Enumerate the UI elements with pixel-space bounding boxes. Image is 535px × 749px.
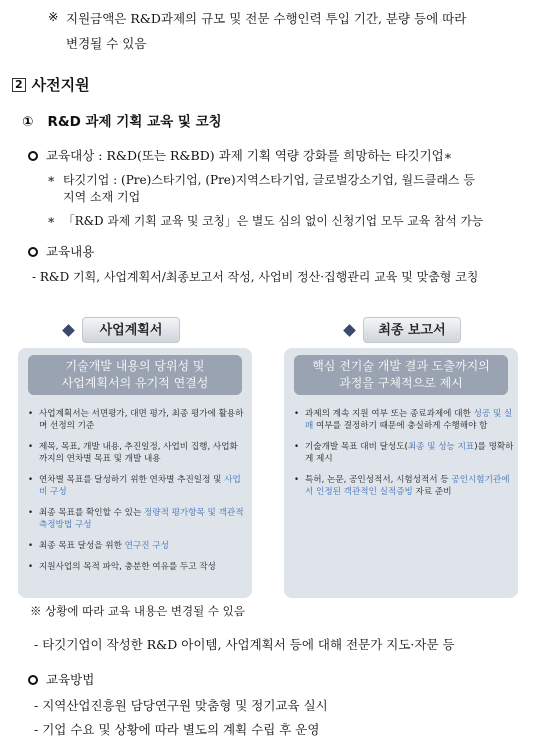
- highlight-text: 최종 및 성능 지표: [407, 442, 475, 452]
- final-report-panel: [284, 348, 518, 598]
- final-report-list: [292, 408, 514, 507]
- target-note1-line1: 타깃기업 : (Pre)스타기업, (Pre)지역스타기업, 글로벌강소기업, 월드클래스 등: [63, 173, 475, 187]
- highlight-text: 연구진 구성: [124, 541, 169, 551]
- list-item-text: 여부를 결정하기 때문에 충실하게 수행해야 함: [313, 421, 488, 431]
- target-note2: 「R&D 과제 기획 교육 및 코칭」은 별도 심의 없이 신청기업 모두 교육 참석 가능: [63, 214, 484, 228]
- list-item-text: 과제의 계속 지원 여부 또는 종료과제에 대한: [305, 409, 474, 419]
- final-report-tab: 최종 보고서: [363, 317, 461, 343]
- list-item-text: 자료 준비: [412, 487, 452, 497]
- diamond-icon: [343, 324, 356, 337]
- list-item-text: 특허, 논문, 공인성적서, 시험성적서 등: [305, 475, 452, 485]
- content-row: [28, 242, 94, 260]
- method-label: 교육방법: [46, 672, 95, 687]
- content-dash-item: - R&D 기획, 사업계획서/최종보고서 작성, 사업비 정산·집행관리 교육 및 맞춤형 코칭: [32, 270, 479, 284]
- panel-header-line: 과정을 구체적으로 제시: [339, 376, 463, 390]
- business-plan-panel: [18, 348, 252, 598]
- list-item-text: 기술개발 목표 대비 달성도(: [305, 442, 408, 452]
- section-title: 사전지원: [31, 76, 90, 94]
- circle-bullet-icon: [28, 675, 38, 685]
- list-item-text: 사업계획서는 서면평가, 대면 평가, 최종 평가에 활용하며 선정의 기준: [39, 409, 244, 431]
- highlight-text: 정량적 평가항목 및 객관적 측정방법 구성: [39, 508, 244, 530]
- subsection-heading: [22, 110, 222, 130]
- diamond-icon: [62, 324, 75, 337]
- note-mid: ※ 상황에 따라 교육 내용은 변경될 수 있음: [30, 604, 245, 618]
- circle-bullet-icon: [28, 247, 38, 257]
- target-note1-line2: 지역 소재 기업: [63, 190, 141, 204]
- list-item: [26, 441, 246, 465]
- list-item: [26, 507, 246, 531]
- list-item: [26, 540, 246, 552]
- panel-header-line: 사업계획서의 유기적 연결성: [61, 376, 209, 390]
- circle-bullet-icon: [28, 151, 38, 161]
- target-note1-mark: ∗: [47, 171, 56, 186]
- list-item-text: 제목, 목표, 개발 내용, 추진일정, 사업비 집행, 사업화까지의 연차별 목표 및 개발 내용: [39, 442, 238, 464]
- content-label: 교육내용: [46, 244, 95, 259]
- target-note2-mark: ∗: [47, 212, 56, 227]
- business-plan-panel-header: [28, 355, 242, 395]
- business-plan-list: [26, 408, 246, 582]
- list-item-text: 최종 목표를 확인할 수 있는: [39, 508, 144, 518]
- panel-header-line: 기술개발 내용의 당위성 및: [65, 359, 205, 373]
- highlight-text: 공인시험기관에서 인정된 객관적인 실적증빙: [305, 475, 510, 497]
- list-item-text: 최종 목표 달성을 위한: [39, 541, 125, 551]
- list-item: [292, 408, 514, 432]
- list-item: [26, 474, 246, 498]
- note-line-1: 지원금액은 R&D과제의 규모 및 전문 수행인력 투입 기간, 분량 등에 따라: [66, 11, 467, 26]
- target-row: [28, 146, 452, 164]
- business-plan-tab: 사업계획서: [82, 317, 180, 343]
- list-item-text: )를 명확하게 제시: [305, 442, 514, 464]
- method-item-1: - 지역산업진흥원 담당연구원 맞춤형 및 정기교육 실시: [34, 698, 328, 713]
- subsection-title: R&D 과제 기획 교육 및 코칭: [47, 114, 222, 130]
- note-mark: ※: [48, 9, 59, 24]
- method-item-2: - 기업 수요 및 상황에 따라 별도의 계획 수립 후 운영: [34, 722, 320, 737]
- highlight-text: 성공 및 실패: [305, 409, 513, 431]
- note-line-2: 변경될 수 있음: [66, 36, 147, 51]
- final-report-panel-header: [294, 355, 508, 395]
- advice-dash-item: - 타깃기업이 작성한 R&D 아이템, 사업계획서 등에 대해 전문가 지도·자문 등: [34, 637, 455, 652]
- list-item: [26, 408, 246, 432]
- method-row: [28, 670, 94, 688]
- list-item: [292, 474, 514, 498]
- panel-header-line: 핵심 전기술 개발 결과 도출까지의: [312, 359, 490, 373]
- section-heading: [12, 74, 90, 95]
- target-label: 교육대상 : R&D(또는 R&BD) 과제 기획 역량 강화를 희망하는 타깃기업∗: [46, 148, 453, 163]
- list-item: [292, 441, 514, 465]
- highlight-text: 사업비 구성: [39, 475, 241, 497]
- subsection-number: ①: [22, 114, 34, 130]
- list-item: [26, 561, 246, 573]
- section-number: 2: [12, 78, 26, 92]
- list-item-text: 연차별 목표를 달성하기 위한 연차별 추진일정 및: [39, 475, 225, 485]
- list-item-text: 지원사업의 목적 파악, 충분한 여유를 두고 작성: [39, 562, 216, 572]
